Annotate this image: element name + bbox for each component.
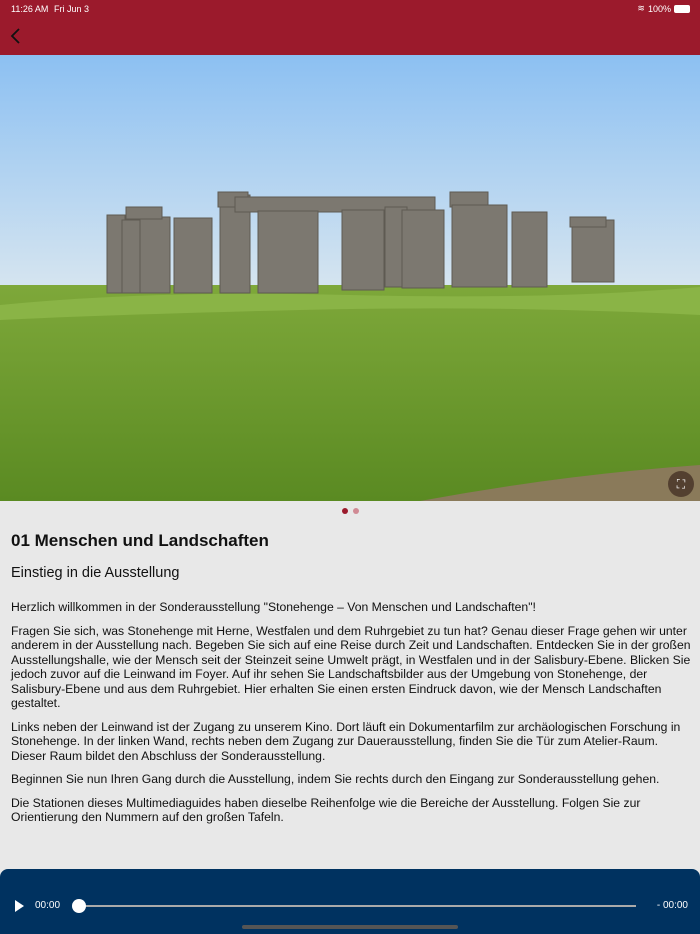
status-indicators	[637, 3, 690, 14]
page-indicator	[0, 508, 700, 514]
expand-icon: ⛶	[676, 476, 686, 491]
battery-icon	[674, 5, 690, 13]
paragraph: Fragen Sie sich, was Stonehenge mit Herne, Westfalen und dem Ruhrgebiet zu tun hat? Genau dieser Frage gehen wir unter anderem in der Ausstellung nach. Begeben Sie sich auf eine Reise durch Zeit und Landschaften. Entdecken Sie in der großen Ausstellungshalle, wie der Mensch seit der Steinzeit seine Umwelt prägt, in Westfalen und in der Salisbury-Ebene. Blicken Sie jedoch zuvor auf die Leinwand im Foyer. Auf ihr sehen Sie Landschaftsbilder aus der Umgebung von Stonehenge, der Salisbury-Ebene und aus dem Ruhrgebiet. Hier erhalten Sie einen ersten Eindruck davon, wie der Mensch Landschaften gestaltet.	[11, 623, 691, 710]
seek-bar[interactable]	[78, 905, 636, 907]
paragraph: Die Stationen dieses Multimediaguides haben dieselbe Reihenfolge wie die Bereiche der Ausstellung. Folgen Sie zur Orientierung den Nummern auf den großen Tafeln.	[11, 795, 641, 824]
navigation-bar	[0, 0, 700, 55]
home-indicator	[242, 925, 458, 929]
paragraph: Links neben der Leinwand ist der Zugang zu unserem Kino. Dort läuft ein Dokumentarfilm zur archäologischen Forschung in Stonehenge. In der linken Wand, rechts neben dem Zugang zur Dauerausstellung, finden Sie die Tür zum Atelier-Raum. Dieser Raum bildet den Abschluss der Sonderausstellung.	[11, 719, 681, 763]
stonehenge-photo	[0, 55, 700, 501]
paragraph: Beginnen Sie nun Ihren Gang durch die Ausstellung, indem Sie rechts durch den Eingang zur Sonderausstellung gehen.	[11, 772, 660, 786]
page-dot-2[interactable]	[353, 508, 359, 514]
page-dot-1[interactable]	[342, 508, 348, 514]
audio-player	[0, 869, 700, 934]
paragraph: Herzlich willkommen in der Sonderausstellung "Stonehenge – Von Menschen und Landschaften"!	[11, 600, 536, 614]
gallery-image[interactable]	[0, 55, 700, 501]
wifi-icon: ≋	[637, 3, 645, 13]
fullscreen-button[interactable]	[668, 471, 694, 497]
article-title: 01 Menschen und Landschaften	[11, 531, 269, 550]
remaining-time: - 00:00	[656, 900, 688, 911]
article-subtitle: Einstieg in die Ausstellung	[11, 565, 180, 581]
status-date: Fri Jun 3	[54, 4, 90, 14]
article	[11, 531, 691, 834]
play-icon[interactable]	[15, 900, 24, 912]
back-chevron-icon[interactable]	[8, 26, 24, 46]
seek-handle[interactable]	[72, 899, 86, 913]
current-time: 00:00	[35, 900, 61, 911]
status-time: 11:26 AM	[11, 4, 49, 14]
battery-percent: 100%	[647, 3, 671, 14]
